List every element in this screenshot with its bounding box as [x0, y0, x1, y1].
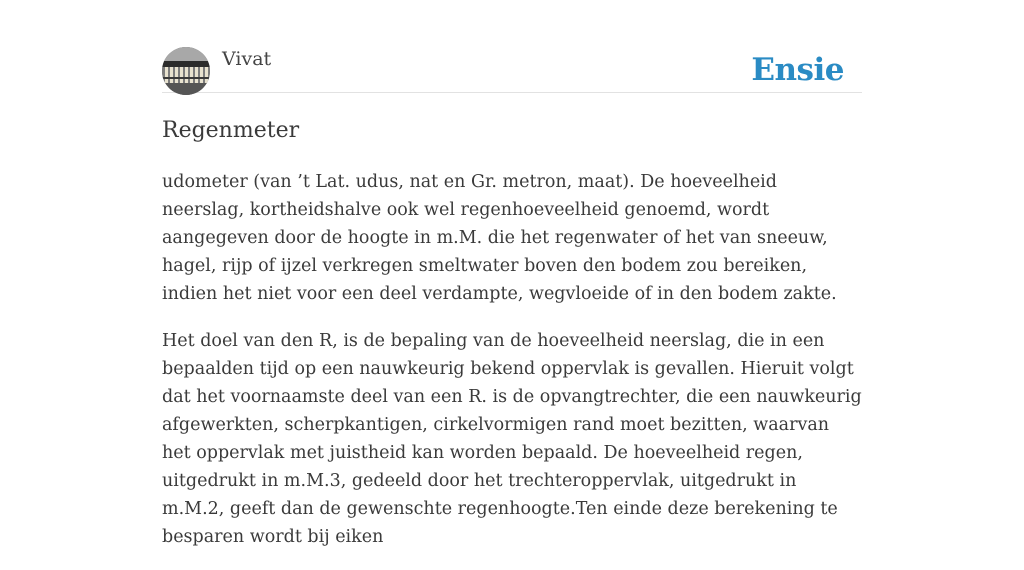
header: [162, 0, 862, 93]
article-paragraph: Het doel van den R, is de bepaling van de hoeveelheid neerslag, die in een bepaalden tijd op een nauwkeurig bekend oppervlak is gevallen. Hieruit volgt dat het voornaamste deel van een R. is de opvangtrechter, die een nauwkeurig afgewerkten, scherpkantigen, cirkelvormigen rand moet bezitten, waarvan het oppervlak met juistheid kan worden bepaald. De hoeveelheid regen, uitgedrukt in m.M.3, gedeeld door het trechteroppervlak, uitgedrukt in m.M.2, geeft dan de gewenschte regenhoogte.Ten einde deze berekening te besparen wordt bij eiken: [162, 331, 862, 547]
page-title: Regenmeter: [162, 118, 300, 143]
book-spines-avatar-icon: [162, 47, 210, 95]
page: [162, 0, 862, 547]
article-body: [162, 168, 862, 570]
brand-logo[interactable]: Ensie: [751, 52, 844, 88]
author-name[interactable]: Vivat: [222, 48, 272, 70]
avatar[interactable]: [162, 47, 210, 95]
article-paragraph: udometer (van ’t Lat. udus, nat en Gr. metron, maat). De hoeveelheid neerslag, kortheidshalve ook wel regenhoeveelheid genoemd, wordt aangegeven door de hoogte in m.M. die het regenwater of het van sneeuw, hagel, rijp of ijzel verkregen smeltwater boven den bodem zou bereiken, indien het niet voor een deel verdampte, wegvloeide of in den bodem zakte.: [162, 172, 837, 304]
